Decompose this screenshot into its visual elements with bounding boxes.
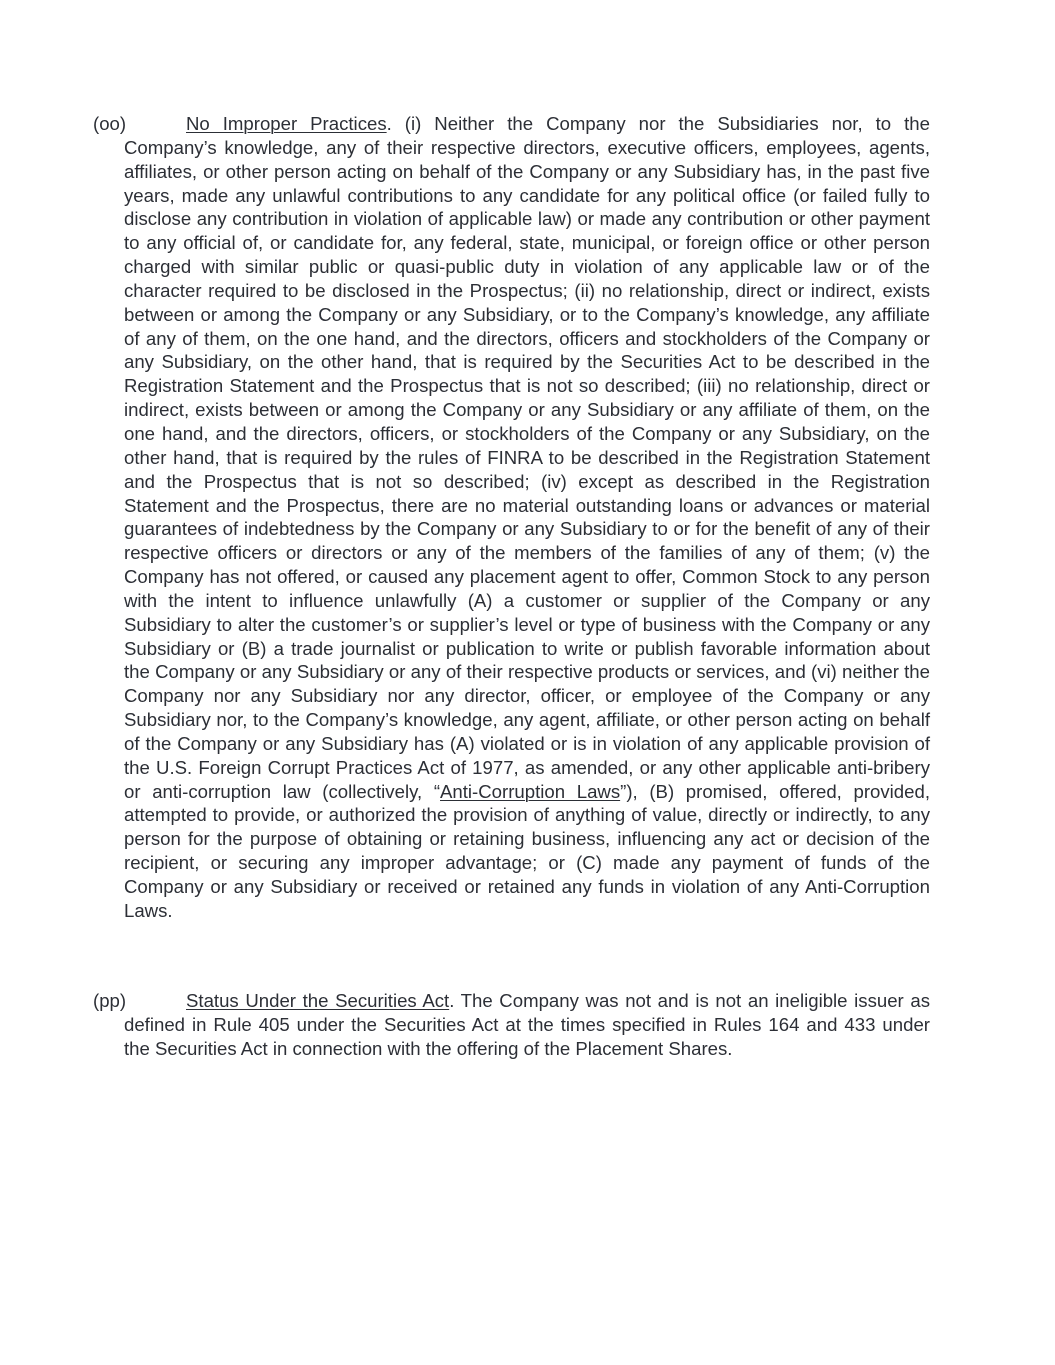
section-heading: Status Under the Securities Act (186, 990, 450, 1011)
section-body-continued: ”), (B) promised, offered, provided, attempted to provide, or authorized the provision of anything of value, directly or indirectly, to any person for the purpose of obtaining or retaining business, influencing any act or decision of the recipient, or securing any improper advantage; or (C) made any payment of funds of the Company or any Subsidiary or received or retained any funds in violation of any Anti-Corruption Laws. (124, 780, 930, 921)
section-heading: No Improper Practices (186, 113, 387, 134)
section-body: . The Company was not and is not an ineligible issuer as defined in Rule 405 under the Securities Act at the times specified in Rules 164 and 433 under the Securities Act in connection with the offering of the Placement Shares. (124, 990, 931, 1059)
section-oo (93, 112, 930, 923)
section-number: (pp) (93, 990, 127, 1011)
section-number: (oo) (93, 113, 127, 134)
section-pp (93, 989, 931, 1061)
section-body: . (i) Neither the Company nor the Subsidiaries nor, to the Company’s knowledge, any of their respective directors, executive officers, employees, agents, affiliates, or other person acting on behalf of the Company or any Subsidiary has, in the past five years, made any unlawful contributions to any candidate for any political office (or failed fully to disclose any contribution in violation of applicable law) or made any contribution or other payment to any official of, or candidate for, any federal, state, municipal, or foreign office or other person charged with similar public or quasi-public duty in violation of any applicable law or of the character required to be disclosed in the Prospectus; (ii) no relationship, direct or indirect, exists between or among the Company or any Subsidiary, or to the Company’s knowledge, any affiliate of any of them, on the one hand, and the directors, officers and stockholders of the Company or any Subsidiary, on the other hand, that is required by the Securities Act to be described in the Registration Statement and the Prospectus that is not so described; (iii) no relationship, direct or indirect, exists between or among the Company or any Subsidiary or any affiliate of them, on the one hand, and the directors, officers, or stockholders of the Company or any Subsidiary, on the other hand, that is required by the rules of FINRA to be described in the Registration Statement and the Prospectus that is not so described; (iv) except as described in the Registration Statement and the Prospectus, there are no material outstanding loans or advances or material guarantees of indebtedness by the Company or any Subsidiary to or for the benefit of any of their respective officers or directors or any of the members of the families of any of them; (v) the Company has not offered, or caused any placement agent to offer, Common Stock to any person with the intent to influence unlawfully (A) a customer or supplier of the Company or any Subsidiary to alter the customer’s or supplier’s level or type of business with the Company or any Subsidiary or (B) a trade journalist or publication to write or publish favorable information about the Company or any Subsidiary or any of their respective products or services, and (vi) neither the Company nor any Subsidiary nor any director, officer, or employee of the Company or any Subsidiary nor, to the Company’s knowledge, any agent, affiliate, or other person acting on behalf of the Company or any Subsidiary has (A) violated or is in violation of any applicable provision of the U.S. Foreign Corrupt Practices Act of 1977, as amended, or any other applicable anti-bribery or anti-corruption law (collectively, “ (124, 113, 930, 802)
defined-term: Anti-Corruption Laws (440, 780, 621, 802)
